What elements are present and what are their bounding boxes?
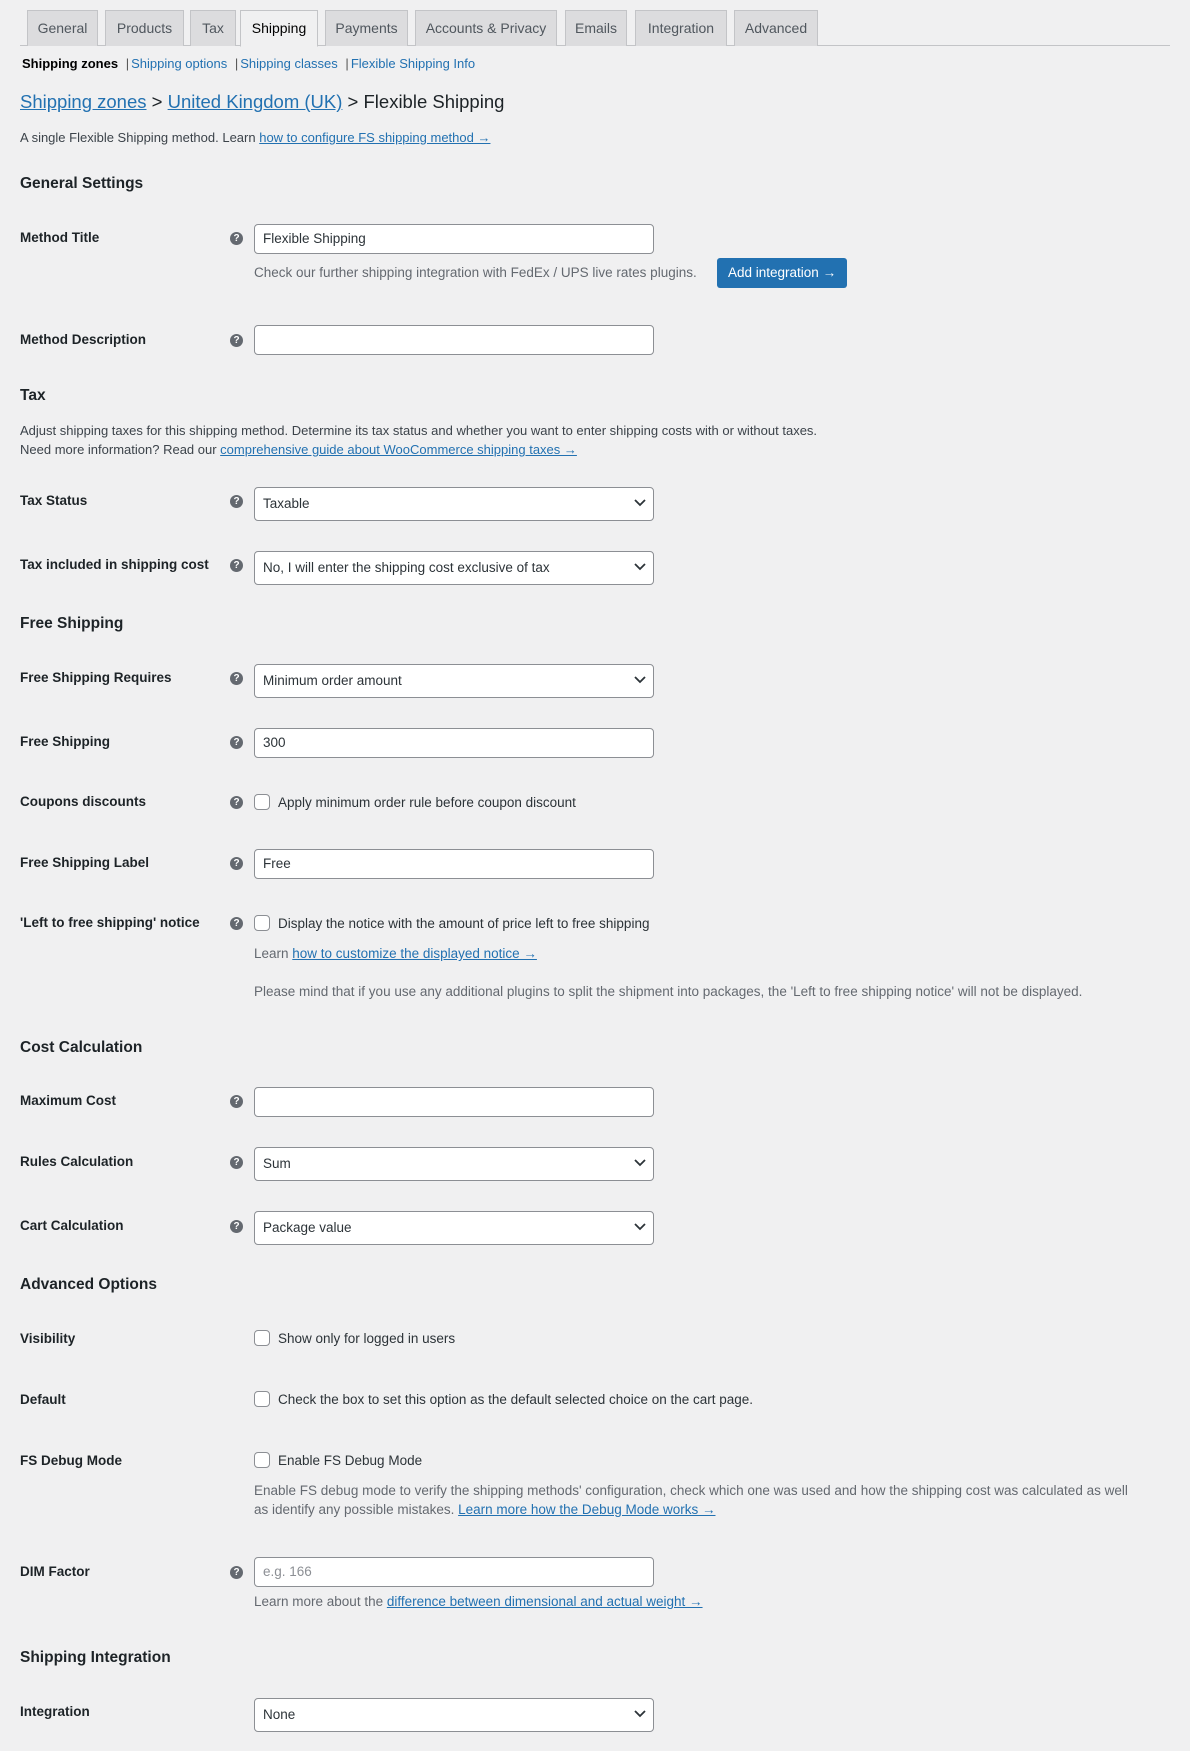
integration-value: None xyxy=(263,1707,296,1722)
visibility-label: Visibility xyxy=(20,1331,76,1346)
subnav-shipping-classes[interactable]: Shipping classes xyxy=(240,56,338,71)
breadcrumb-sep: > xyxy=(347,91,359,112)
integration-label: Integration xyxy=(20,1704,90,1719)
cost-calculation-heading: Cost Calculation xyxy=(20,1039,143,1056)
debug-checkbox[interactable] xyxy=(254,1452,270,1468)
subnav-fs-info[interactable]: Flexible Shipping Info xyxy=(350,56,476,71)
subnav-shipping-options[interactable]: Shipping options xyxy=(131,56,228,71)
notice-checkbox[interactable] xyxy=(254,915,270,931)
help-icon[interactable]: ? xyxy=(230,917,243,930)
fs-debug-mode-label: FS Debug Mode xyxy=(20,1453,122,1468)
free-shipping-heading: Free Shipping xyxy=(20,615,124,632)
dim-factor-label: DIM Factor xyxy=(20,1564,90,1579)
free-shipping-requires-label: Free Shipping Requires xyxy=(20,670,172,685)
rules-calculation-label: Rules Calculation xyxy=(20,1154,134,1169)
help-icon[interactable]: ? xyxy=(230,1566,243,1579)
tab-advanced[interactable]: Advanced xyxy=(734,10,818,46)
help-icon[interactable]: ? xyxy=(230,232,243,245)
debug-description-label: as identify any possible mistakes. xyxy=(254,1502,459,1517)
subnav-separator: | xyxy=(345,56,349,71)
default-checkbox[interactable] xyxy=(254,1391,270,1407)
tab-products[interactable]: Products xyxy=(105,10,184,46)
dim-learn-label: Learn more about the xyxy=(254,1594,387,1609)
dim-learn-text xyxy=(254,1594,703,1609)
chevron-down-icon xyxy=(634,1710,646,1718)
tax-description: Adjust shipping taxes for this shipping method. Determine its tax status and whether you want to enter shipping costs with or without taxes. xyxy=(20,423,818,438)
intro-text xyxy=(20,130,490,145)
free-shipping-amount-label: Free Shipping xyxy=(20,734,111,749)
tax-status-label: Tax Status xyxy=(20,493,88,508)
integration-note: Check our further shipping integration with FedEx / UPS live rates plugins. xyxy=(254,265,697,280)
tab-integration[interactable]: Integration xyxy=(635,10,727,46)
notice-checkbox-label[interactable]: Display the notice with the amount of price left to free shipping xyxy=(278,916,650,931)
help-icon[interactable]: ? xyxy=(230,672,243,685)
shipping-subnav xyxy=(22,56,475,71)
tax-status-select[interactable] xyxy=(254,487,654,521)
help-icon[interactable]: ? xyxy=(230,334,243,347)
tax-included-select[interactable] xyxy=(254,551,654,585)
intro-label: A single Flexible Shipping method. Learn xyxy=(20,130,260,145)
tax-heading: Tax xyxy=(20,387,46,404)
coupons-checkbox-label[interactable]: Apply minimum order rule before coupon discount xyxy=(278,795,576,810)
coupons-discounts-label: Coupons discounts xyxy=(20,794,146,809)
dim-weight-link[interactable]: difference between dimensional and actual weight → xyxy=(386,1594,703,1609)
free-shipping-requires-value: Minimum order amount xyxy=(263,673,402,688)
tax-guide-text xyxy=(20,442,577,457)
page-title: Flexible Shipping xyxy=(363,91,505,112)
tax-included-label: Tax included in shipping cost xyxy=(20,557,209,572)
method-description-input[interactable] xyxy=(254,325,654,355)
free-shipping-label-label: Free Shipping Label xyxy=(20,855,150,870)
tab-accounts-privacy[interactable]: Accounts & Privacy xyxy=(415,10,557,46)
default-label: Default xyxy=(20,1392,66,1407)
help-icon[interactable]: ? xyxy=(230,1156,243,1169)
chevron-down-icon xyxy=(634,499,646,507)
help-icon[interactable]: ? xyxy=(230,1220,243,1233)
help-icon[interactable]: ? xyxy=(230,495,243,508)
help-icon[interactable]: ? xyxy=(230,796,243,809)
help-icon[interactable]: ? xyxy=(230,1095,243,1108)
subnav-shipping-zones[interactable]: Shipping zones xyxy=(22,56,119,71)
method-title-input[interactable]: Flexible Shipping xyxy=(254,224,654,254)
tab-tax[interactable]: Tax xyxy=(190,10,236,46)
free-shipping-label-input[interactable]: Free xyxy=(254,849,654,879)
integration-select[interactable] xyxy=(254,1698,654,1732)
dim-factor-input[interactable]: e.g. 166 xyxy=(254,1557,654,1587)
breadcrumb-shipping-zones[interactable]: Shipping zones xyxy=(20,91,147,112)
subnav-separator: | xyxy=(234,56,239,71)
chevron-down-icon xyxy=(634,676,646,684)
maximum-cost-label: Maximum Cost xyxy=(20,1093,117,1108)
left-to-free-notice-label: 'Left to free shipping' notice xyxy=(20,915,200,930)
help-icon[interactable]: ? xyxy=(230,559,243,572)
tab-payments[interactable]: Payments xyxy=(325,10,408,46)
shipping-integration-heading: Shipping Integration xyxy=(20,1649,171,1666)
breadcrumb-region[interactable]: United Kingdom (UK) xyxy=(167,91,343,112)
rules-calculation-select[interactable] xyxy=(254,1147,654,1181)
chevron-down-icon xyxy=(634,1159,646,1167)
tax-included-value: No, I will enter the shipping cost exclusive of tax xyxy=(263,560,550,575)
general-settings-heading: General Settings xyxy=(20,175,144,192)
rules-calculation-value: Sum xyxy=(263,1156,291,1171)
configure-link[interactable]: how to configure FS shipping method → xyxy=(259,130,491,145)
chevron-down-icon xyxy=(634,563,646,571)
settings-tabs xyxy=(20,10,1170,46)
customize-notice-link[interactable]: how to customize the displayed notice → xyxy=(292,946,537,961)
subnav-separator: | xyxy=(125,56,130,71)
notice-warning: Please mind that if you use any additional plugins to split the shipment into packages, the 'Left to free shipping notice' will not be displayed. xyxy=(254,984,1083,999)
notice-learn-label: Learn xyxy=(254,946,293,961)
debug-description-2 xyxy=(254,1502,716,1517)
cart-calculation-label: Cart Calculation xyxy=(20,1218,124,1233)
tab-emails[interactable]: Emails xyxy=(565,10,627,46)
breadcrumb xyxy=(20,91,504,113)
maximum-cost-input[interactable] xyxy=(254,1087,654,1117)
free-shipping-requires-select[interactable] xyxy=(254,664,654,698)
cart-calculation-select[interactable] xyxy=(254,1211,654,1245)
notice-learn-text xyxy=(254,946,537,961)
tax-guide-label: Need more information? Read our xyxy=(20,442,221,457)
debug-checkbox-label[interactable]: Enable FS Debug Mode xyxy=(278,1453,423,1468)
tax-status-value: Taxable xyxy=(263,496,310,511)
advanced-options-heading: Advanced Options xyxy=(20,1276,157,1293)
free-shipping-amount-input[interactable]: 300 xyxy=(254,728,654,758)
method-description-label: Method Description xyxy=(20,332,147,347)
coupons-checkbox[interactable] xyxy=(254,794,270,810)
add-integration-button[interactable]: Add integration → xyxy=(717,258,847,288)
debug-description: Enable FS debug mode to verify the shipping methods' configuration, check which one was used and how the shipping cost was calculated as well xyxy=(254,1483,1128,1498)
method-title-label: Method Title xyxy=(20,230,100,245)
tab-general[interactable]: General xyxy=(27,10,98,46)
cart-calculation-value: Package value xyxy=(263,1220,352,1235)
debug-learn-link[interactable]: Learn more how the Debug Mode works → xyxy=(458,1502,716,1517)
default-checkbox-label[interactable]: Check the box to set this option as the default selected choice on the cart page. xyxy=(278,1392,754,1407)
breadcrumb-sep: > xyxy=(151,91,163,112)
visibility-checkbox-label[interactable]: Show only for logged in users xyxy=(278,1331,456,1346)
help-icon[interactable]: ? xyxy=(230,736,243,749)
visibility-checkbox[interactable] xyxy=(254,1330,270,1346)
tax-guide-link[interactable]: comprehensive guide about WooCommerce shipping taxes → xyxy=(220,442,577,457)
chevron-down-icon xyxy=(634,1223,646,1231)
tab-shipping[interactable]: Shipping xyxy=(240,10,318,47)
help-icon[interactable]: ? xyxy=(230,857,243,870)
